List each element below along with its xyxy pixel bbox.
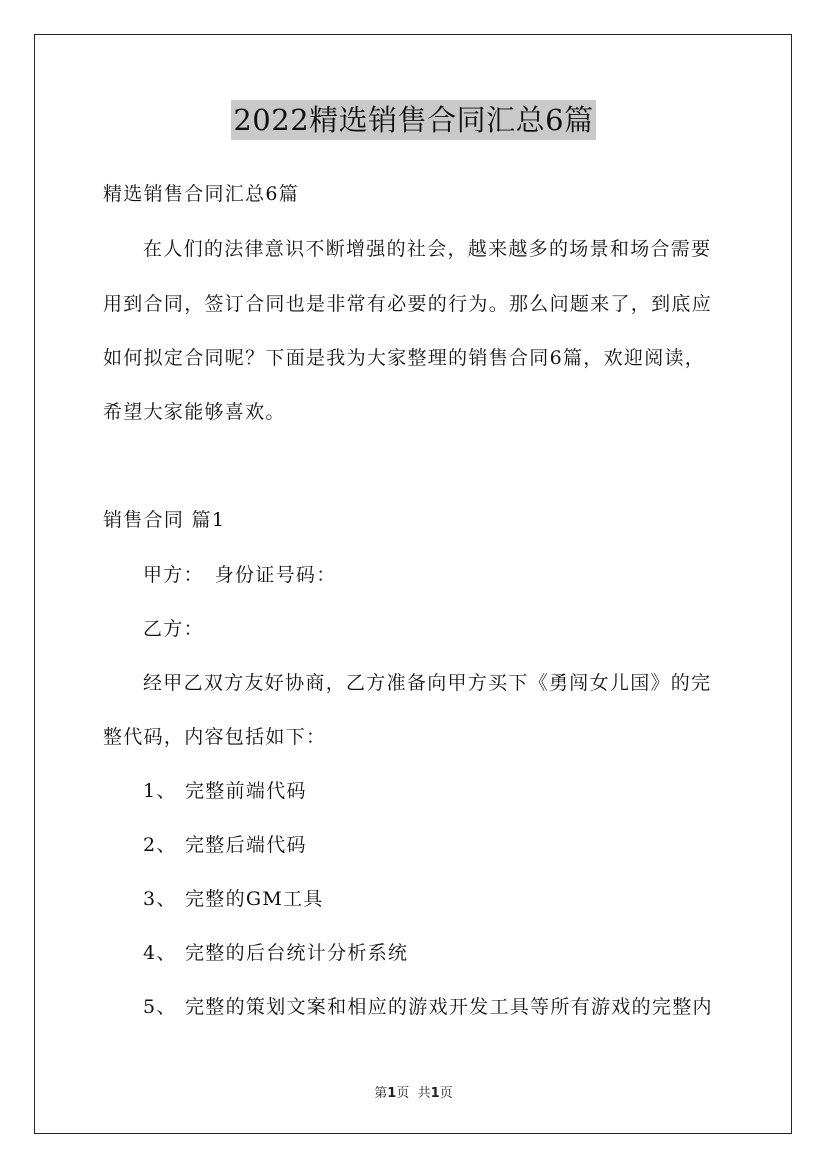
title-container [0, 100, 827, 140]
list-item [143, 832, 307, 858]
list-item-number: 4、 [143, 942, 177, 964]
list-item-number: 3、 [143, 888, 177, 910]
footer-total-suffix: 页 [439, 1086, 453, 1101]
intro-line-1: 在人们的法律意识不断增强的社会，越来越多的场景和场合需要 [143, 238, 712, 260]
footer-total-prefix: 共 [417, 1086, 431, 1101]
footer-page-suffix: 页 [396, 1086, 410, 1101]
list-item [143, 940, 408, 966]
list-item [143, 994, 713, 1020]
body-line-2: 整代码，内容包括如下： [103, 726, 327, 748]
intro-line-3: 如何拟定合同呢？下面是我为大家整理的销售合同6篇，欢迎阅读， [103, 347, 706, 369]
list-item-text: 完整后端代码 [185, 834, 307, 856]
list-item-number: 5、 [143, 996, 177, 1018]
list-item-text: 完整的GM工具 [185, 888, 324, 910]
party-b-line: 乙方： [143, 618, 204, 640]
footer-page-number: 1 [387, 1086, 397, 1101]
section-heading: 销售合同 篇1 [103, 509, 226, 531]
party-a-line: 甲方： 身份证号码： [143, 564, 337, 586]
document-subtitle: 精选销售合同汇总6篇 [103, 183, 300, 205]
list-item-number: 1、 [143, 780, 177, 802]
list-item-number: 2、 [143, 834, 177, 856]
list-item-text: 完整前端代码 [185, 780, 307, 802]
footer-page-prefix: 第 [374, 1086, 388, 1101]
intro-line-2: 用到合同，签订合同也是非常有必要的行为。那么问题来了，到底应 [103, 293, 713, 315]
list-item-text: 完整的策划文案和相应的游戏开发工具等所有游戏的完整内 [185, 996, 713, 1018]
list-item-text: 完整的后台统计分析系统 [185, 942, 409, 964]
footer-total-number: 1 [430, 1086, 440, 1101]
body-line-1: 经甲乙双方友好协商，乙方准备向甲方买下《勇闯女儿国》的完 [143, 672, 712, 694]
list-item [143, 778, 307, 804]
page-footer [0, 1082, 827, 1101]
list-item [143, 886, 324, 912]
intro-line-4: 希望大家能够喜欢。 [103, 401, 286, 423]
document-title: 2022精选销售合同汇总6篇 [231, 100, 595, 140]
